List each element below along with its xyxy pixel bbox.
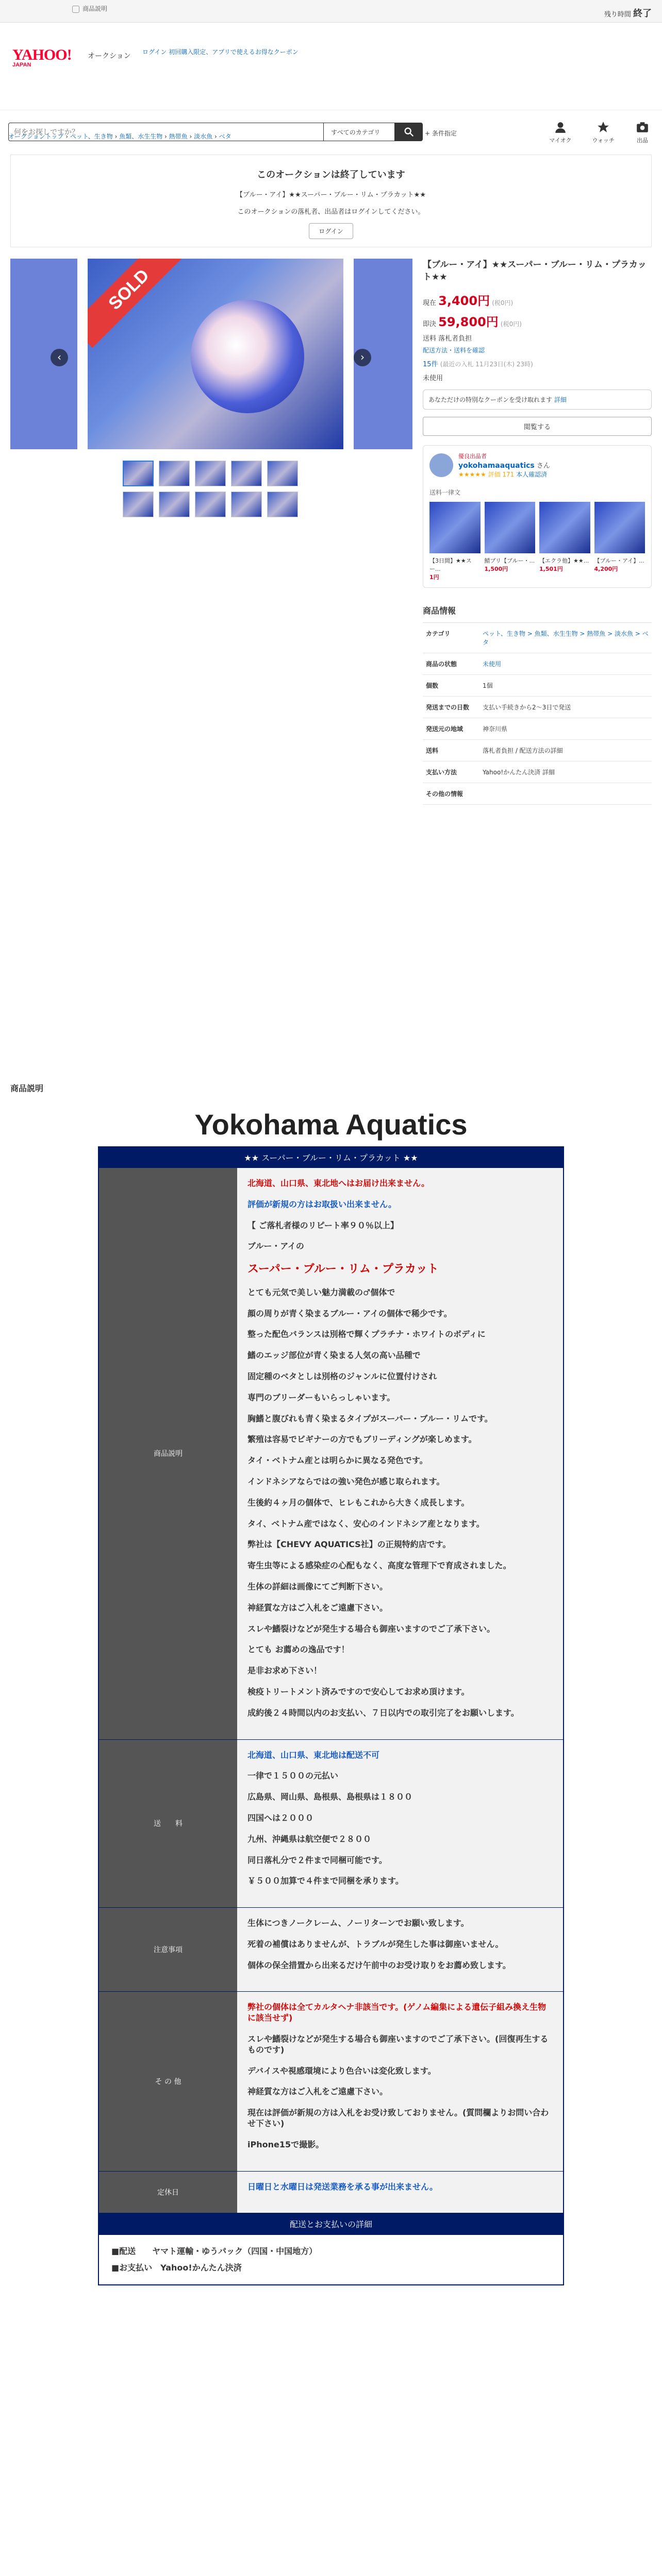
description-line: 北海道、山口県、東北地へはお届け出来ません。 <box>247 1178 429 1188</box>
thumbnail[interactable] <box>159 492 190 517</box>
bid-link[interactable]: 15件 <box>423 361 438 368</box>
description-table <box>98 1146 564 2285</box>
description-line: 死着の補償はありませんが、トラブルが発生した事は御座いません。 <box>247 1939 504 1949</box>
camera-icon <box>635 121 650 134</box>
my-auction-button[interactable]: マイオク <box>549 121 571 144</box>
description-line: 専門のブリーダーもいらっしゃいます。 <box>247 1392 395 1402</box>
thumbnail[interactable] <box>231 461 262 486</box>
tab-label: 商品説明 <box>82 5 108 12</box>
prev-arrow-icon[interactable]: ‹ <box>51 349 68 366</box>
advanced-search-link[interactable]: + 条件指定 <box>425 130 457 137</box>
thumbnail[interactable] <box>159 461 190 486</box>
yahoo-logo[interactable]: YAHOO! JAPAN <box>12 46 72 68</box>
ended-item: 【ブルー・アイ】★★スーパー・ブルー・リム・プラカット★★ <box>236 191 426 199</box>
seller-shipping: 送料一律文 <box>429 489 461 496</box>
description-line: スレや鰭裂けなどが発生する場合も御座いますのでご了承下さい。(回復再生するものです) <box>247 2034 549 2055</box>
shipping: 送料 落札者負担 <box>423 335 472 343</box>
breadcrumb-item[interactable]: 熱帯魚 <box>169 133 188 140</box>
table-row[interactable]: その他の情報 <box>423 783 652 805</box>
item-title: 【ブルー・アイ】★★スーパー・ブルー・リム・プラカット★★ <box>423 260 647 282</box>
page-icon <box>72 6 79 13</box>
thumbnail[interactable] <box>195 492 226 517</box>
description-line: 生後約４ヶ月の個体で、ヒレもこれから大きく成長します。 <box>247 1497 470 1507</box>
ended-title: このオークションは終了しています <box>257 170 405 180</box>
thumbnail[interactable] <box>267 461 298 486</box>
breadcrumb-item[interactable]: 淡水魚 <box>194 133 213 140</box>
row-value <box>237 1740 563 1908</box>
description-line: タイ、ベトナム産ではなく、安心のインドネシア産となります。 <box>247 1518 485 1529</box>
description-line: 弊社の個体は全てカルタヘナ非該当です。(ゲノム編集による遺伝子組み換え生物に該当せず) <box>247 2002 547 2023</box>
breadcrumb-item[interactable]: ペット、生き物 <box>70 133 113 140</box>
thumbnail[interactable] <box>231 492 262 517</box>
description-heading: 商品説明 <box>10 1083 44 1093</box>
breadcrumb-item[interactable]: 魚類、水生生物 <box>119 133 163 140</box>
description-line: 評価が新規の方はお取扱い出来ません。 <box>247 1199 396 1209</box>
row-value <box>237 1992 563 2171</box>
watch-button[interactable]: 閲覧する <box>423 417 652 436</box>
description-line: 生体の詳細は画像にてご判断下さい。 <box>247 1581 388 1591</box>
avatar[interactable] <box>429 453 453 477</box>
description-line: 北海道、山口県、東北地は配送不可 <box>247 1750 380 1760</box>
description-line: とても お薦めの逸品です！ <box>247 1645 350 1655</box>
table-row <box>99 1739 563 1908</box>
next-arrow-icon[interactable]: › <box>354 349 371 366</box>
search-category-select[interactable]: すべてのカテゴリ <box>324 123 395 141</box>
description-line: 固定種のベタとしは別格のジャンルに位置付けされ <box>247 1371 437 1381</box>
row-label: 注意事項 <box>99 1908 237 1991</box>
description <box>98 1108 564 2285</box>
description-line: 繁殖は容易でビギナーの方でもブリーディングが楽しめます。 <box>247 1434 477 1445</box>
description-line: デバイスや視感環境により色合いは変化致します。 <box>247 2065 436 2076</box>
auction-ended-notice <box>10 155 652 247</box>
list-item[interactable]: 鯖ブリ【ブルー・... 1,500円 <box>485 502 536 581</box>
thumbnail-list <box>123 461 308 517</box>
description-line: 整った配色バランスは別格で輝くプラチナ・ホワイトのボディに <box>247 1329 486 1340</box>
time-label: 残り時間 <box>604 11 631 19</box>
description-line: 生体につきノークレーム、ノーリターンでお願い致します。 <box>247 1918 469 1928</box>
description-line: 九州、沖縄県は航空便で２８００ <box>247 1834 372 1844</box>
time-value: 終了 <box>633 8 652 19</box>
top-bar <box>0 0 662 23</box>
description-line: インドネシアならではの強い発色が感じ取られます。 <box>247 1476 445 1486</box>
row-label: 送 料 <box>99 1740 237 1908</box>
service-name: オークション <box>88 52 131 60</box>
breadcrumb-item[interactable]: ベタ <box>219 133 231 140</box>
description-line: スレや鰭裂けなどが発生する場合も御座いますのでご了承下さい。 <box>247 1623 495 1634</box>
list-item[interactable]: 【3日間】★★スー... 1円 <box>429 502 481 581</box>
description-line: 是非お求め下さい！ <box>247 1666 322 1676</box>
description-line: 鰭のエッジ部位が青く染まる人気の高い品種で <box>247 1350 421 1361</box>
table-row: 個数 1個 <box>423 675 652 697</box>
description-line: 胸鰭と腹びれも青く染まるタイプがスーパー・ブルー・リムです。 <box>247 1413 493 1423</box>
main-image[interactable] <box>88 259 343 449</box>
description-line: 寄生虫等による感染症の心配もなく、高度な管理下で育成されました。 <box>247 1561 511 1571</box>
header-icons <box>549 121 650 144</box>
search-button[interactable] <box>395 123 423 141</box>
description-line: タイ・ベトナム産とは明らかに異なる発色です。 <box>247 1455 428 1466</box>
image-gallery <box>10 259 412 460</box>
buy-now-price: 即決 59,800円 (税0円) <box>423 315 522 329</box>
payment-line: ■お支払い Yahoo!かんたん決済 <box>111 2263 242 2273</box>
watchlist-button[interactable]: ウォッチ <box>592 121 615 144</box>
thumbnail[interactable] <box>123 492 154 517</box>
seller-box: 優良出品者 yokohamaaquatics さん ★★★★★ 評価 171 本人確認済 送料一律文 【3日間】★★スー... 1円 鯖ブリ【ブルー・... 1,500円 【エクラ他】★★... 1,501円 【ブルー・アイ】... 4,200円 <box>423 445 652 588</box>
table-row <box>99 1167 563 1739</box>
bid-count: 15件 (最近の入札 11月23日(木) 23時) <box>423 361 533 368</box>
sold-badge: SOLD <box>88 259 187 348</box>
row-value <box>237 2172 563 2213</box>
thumbnail[interactable] <box>123 461 154 486</box>
table-row: カテゴリ ペット、生き物 > 魚類、水生生物 > 熱帯魚 > 淡水魚 > ベタ <box>423 623 652 653</box>
description-line: 個体の保全措置から出来るだけ午前中のお受け取りをお薦め致します。 <box>247 1960 511 1970</box>
description-line: 日曜日と水曜日は発送業務を承る事が出来ません。 <box>247 2181 438 2192</box>
coupon-box[interactable]: あなただけの特別なクーポンを受け取れます 詳細 <box>423 389 652 410</box>
table-row <box>99 2171 563 2213</box>
description-line: 【 ご落札者様のリピート率９０％以上】 <box>247 1220 399 1230</box>
description-line: 神経質な方はご入札をご遠慮下さい。 <box>247 2087 388 2097</box>
thumbnail[interactable] <box>267 492 298 517</box>
table-row: 発送までの日数 支払い手続きから2〜3日で発送 <box>423 697 652 718</box>
delivery-details <box>99 2235 563 2284</box>
sell-button[interactable]: 出品 <box>635 121 650 144</box>
item-summary <box>423 259 652 805</box>
search-icon <box>403 126 415 138</box>
seller-name[interactable]: yokohamaaquatics <box>458 462 535 470</box>
time-remaining <box>604 6 652 20</box>
star-icon <box>596 121 610 134</box>
row-label: 定休日 <box>99 2172 237 2213</box>
row-value <box>237 1168 563 1739</box>
table-row: 支払い方法 Yahoo!かんたん決済 詳細 <box>423 761 652 783</box>
row-label: 商品説明 <box>99 1168 237 1739</box>
description-line: 現在は評価が新規の方は入札をお受け致しておりません。(質問欄よりお問い合わせ下さい) <box>247 2108 549 2129</box>
table-row <box>99 1907 563 1991</box>
list-item[interactable]: 【ブルー・アイ】... 4,200円 <box>594 502 646 581</box>
description-line: 一律で１５００の元払い <box>247 1771 339 1781</box>
row-label: そ の 他 <box>99 1992 237 2171</box>
user-icon <box>553 121 568 134</box>
table-row: 送料 落札者負担 / 配送方法の詳細 <box>423 740 652 761</box>
ended-login-button[interactable]: ログイン <box>309 223 353 239</box>
delivery-title: 配送とお支払いの詳細 <box>99 2213 563 2235</box>
list-item[interactable]: 【エクラ他】★★... 1,501円 <box>539 502 590 581</box>
description-line: 広島県、岡山県、島根県、島根県は１８００ <box>247 1792 413 1802</box>
description-line: 検疫トリートメント済みですので安心してお求め頂けます。 <box>247 1686 470 1697</box>
tab-description[interactable] <box>72 4 107 13</box>
seller-item-list <box>429 502 645 581</box>
betta-fish-photo <box>191 300 304 413</box>
coupon-detail-link[interactable]: 詳細 <box>554 396 567 403</box>
description-line: 弊社は【CHEVY AQUATICS社】の正規特約店です。 <box>247 1539 451 1550</box>
login-link[interactable]: ログイン <box>142 48 167 56</box>
shipping-method-link[interactable]: 配送方法・送料を確認 <box>423 347 485 354</box>
shop-brand: Yokohama Aquatics <box>194 1108 468 1141</box>
info-table <box>423 623 652 805</box>
seller-badge: 優良出品者 <box>458 453 487 460</box>
header-links <box>142 47 299 57</box>
seller-rating: ★★★★★ 評価 171 本人確認済 <box>458 471 548 478</box>
description-line: 神経質な方はご入札をご遠慮下さい。 <box>247 1602 388 1613</box>
description-line: ブルー・アイの <box>247 1241 304 1251</box>
item-condition-mini: 未使用 <box>423 375 443 382</box>
description-line: 四国へは２０００ <box>247 1812 314 1823</box>
breadcrumb-item[interactable]: オークショントップ <box>8 133 64 140</box>
table-row: 商品の状態 未使用 <box>423 653 652 675</box>
description-line: スーパー・ブルー・リム・プラカット <box>247 1263 439 1276</box>
description-line: とても元気で美しい魅力満載の♂個体で <box>247 1287 395 1297</box>
delivery-line: ■配送 ヤマト運輸・ゆうパック（四国・中国地方） <box>111 2246 318 2257</box>
info-title: 商品情報 <box>423 598 652 623</box>
description-title: ★★ スーパー・ブルー・リム・プラカット ★★ <box>99 1147 563 1167</box>
current-price: 現在 3,400円 (税0円) <box>423 294 514 308</box>
thumbnail[interactable] <box>195 461 226 486</box>
coupon-link[interactable]: 初回購入限定、アプリで使えるお得なクーポン <box>169 48 299 56</box>
description-line: 成約後２４時間以内のお支払い、７日以内での取引完了をお願いします。 <box>247 1707 519 1718</box>
breadcrumb: オークショントップ › ペット、生き物 › 魚類、水生生物 › 熱帯魚 › 淡水魚 › ベタ <box>8 133 231 140</box>
description-line: ￥５００加算で４件まで同梱を承ります。 <box>247 1876 404 1886</box>
ended-message: このオークションの落札者、出品者はログインしてください。 <box>237 208 425 216</box>
row-value <box>237 1908 563 1991</box>
table-row: 発送元の地域 神奈川県 <box>423 718 652 740</box>
description-line: 顔の周りが青く染まるブルー・アイの個体で稀少です。 <box>247 1308 452 1318</box>
description-line: iPhone15で撮影。 <box>247 2139 324 2149</box>
description-line: 同日落札分で２件まで同梱可能です。 <box>247 1855 387 1865</box>
table-row <box>99 1991 563 2171</box>
